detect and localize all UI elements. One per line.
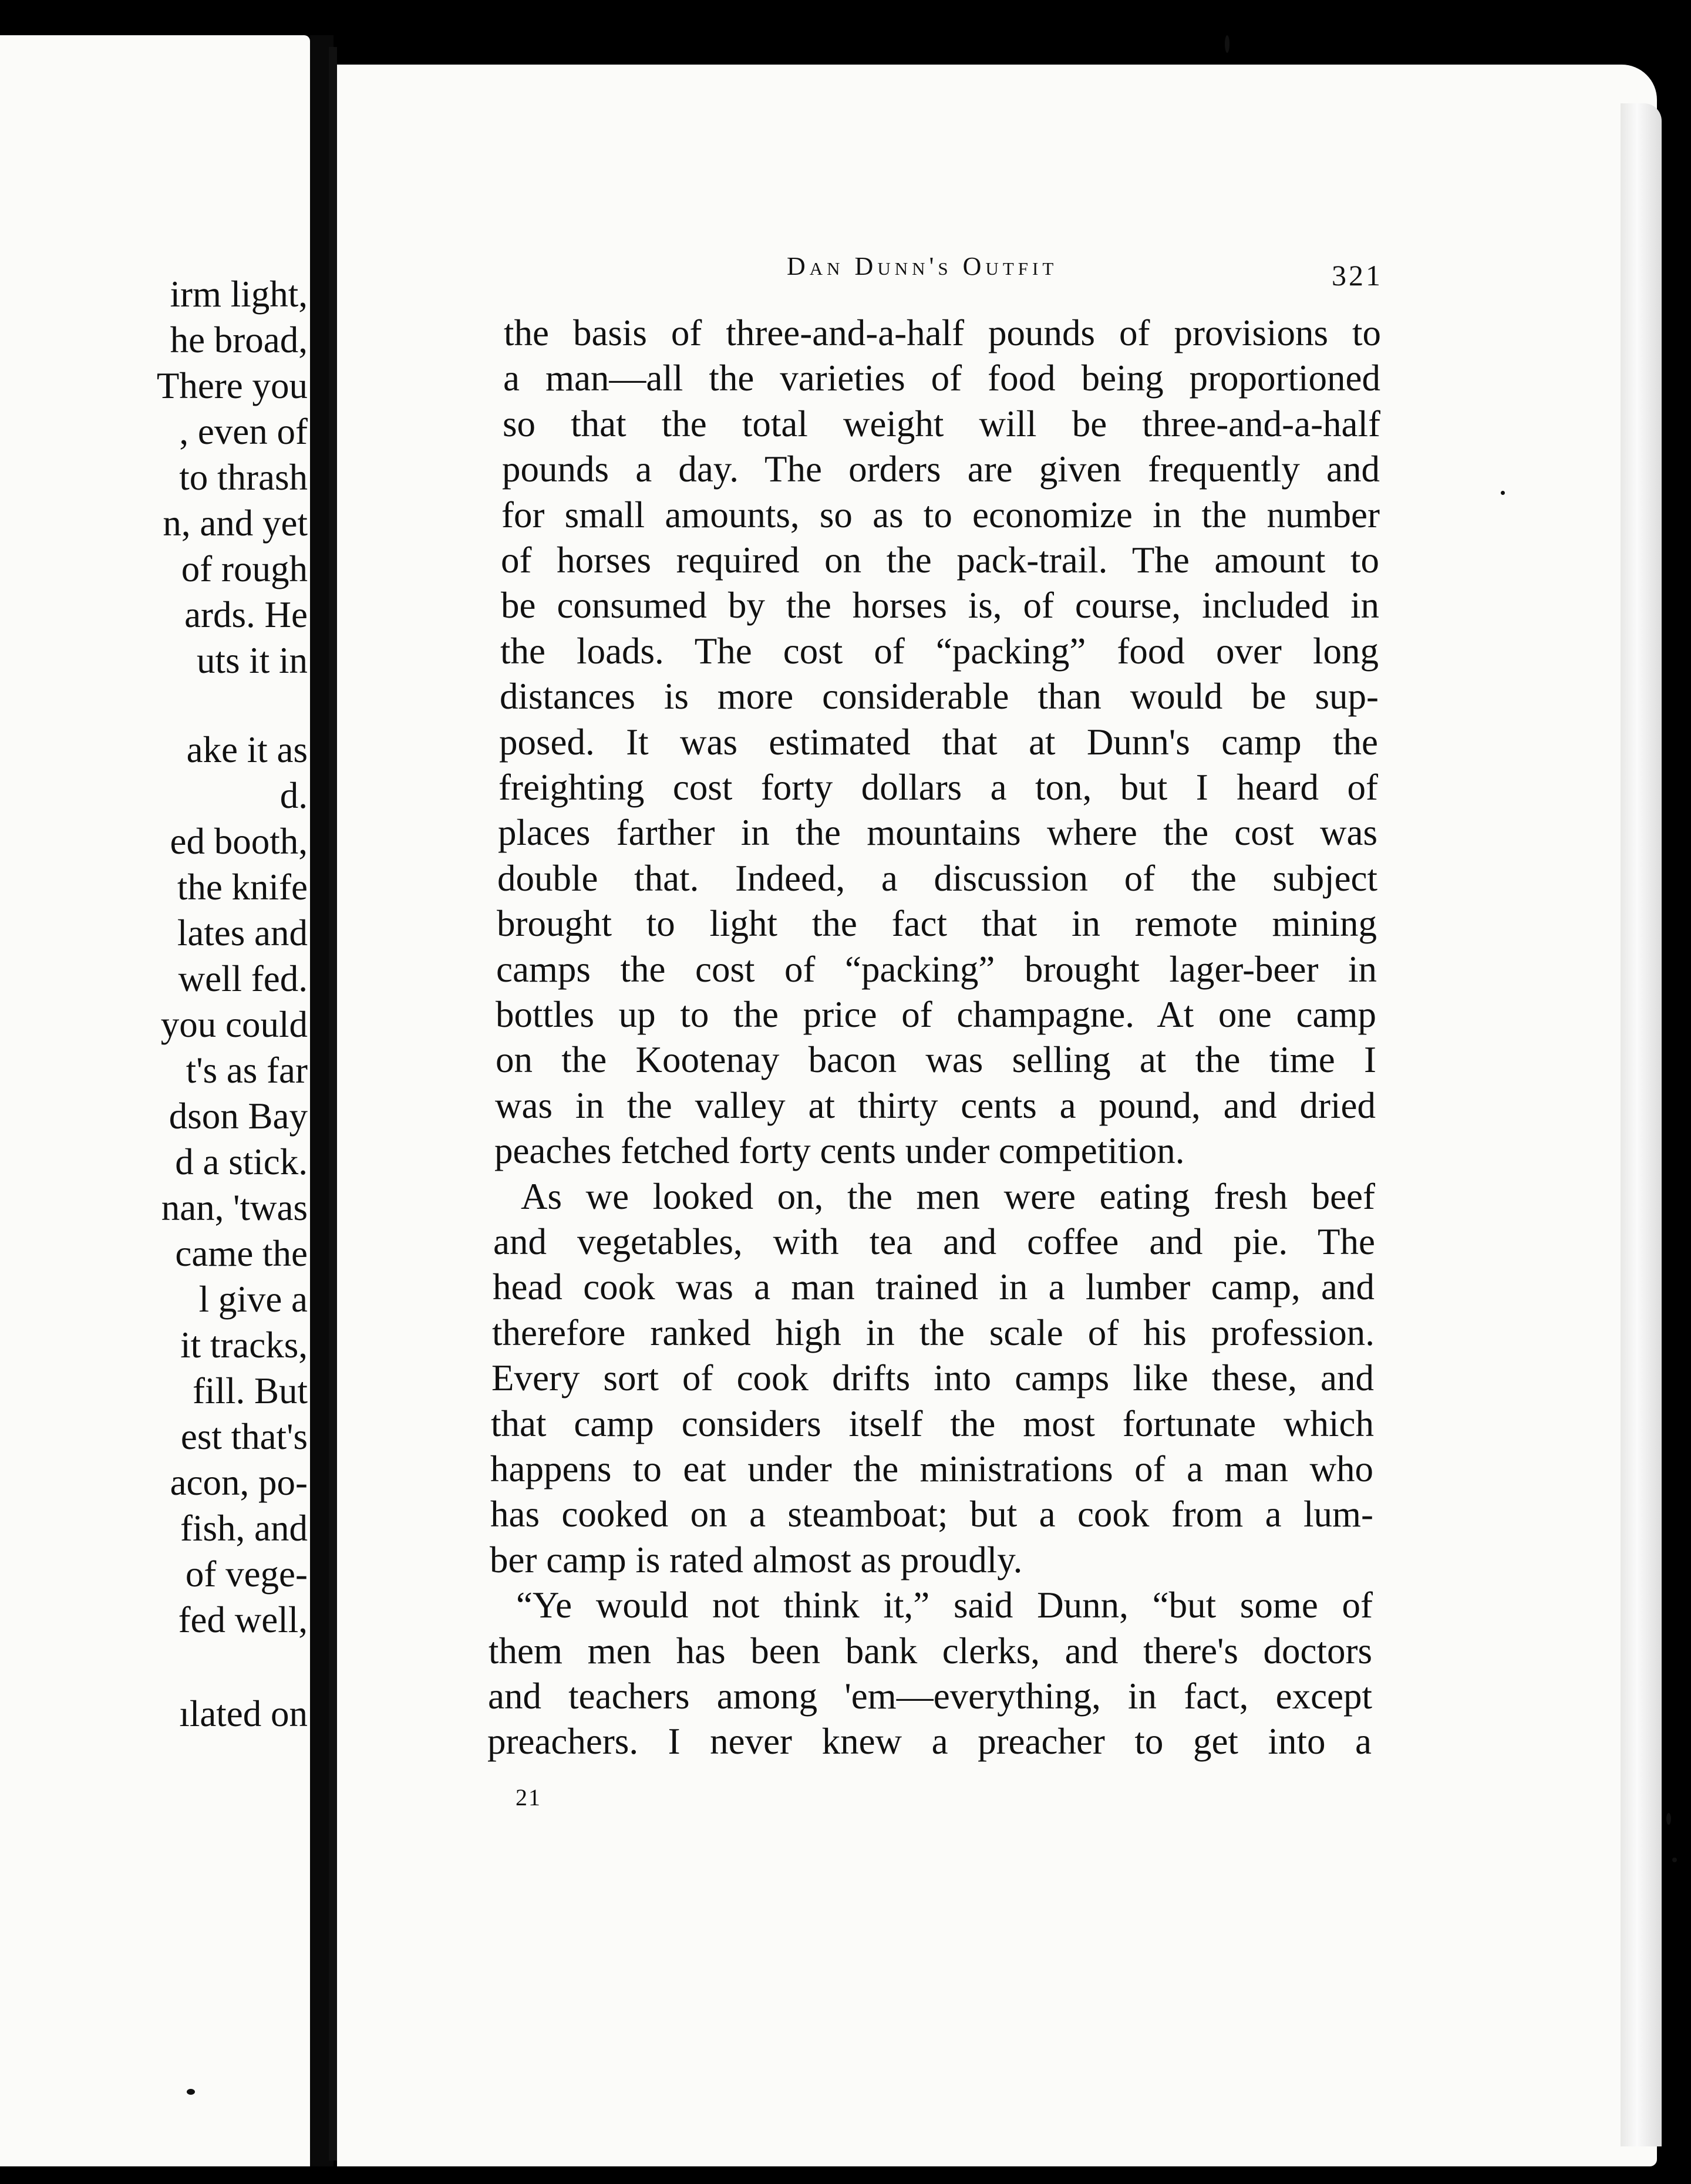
left-page-line: ed booth, (170, 821, 308, 862)
facing-page-left (0, 35, 310, 2166)
left-page-line: d. (279, 775, 308, 816)
left-page-line: acon, po- (170, 1462, 308, 1503)
left-page-line: d a stick. (175, 1141, 308, 1182)
body-line: that camp considers itself the most fortunate which (491, 1403, 1374, 1444)
body-line: was in the valley at thirty cents a pound, and dried (495, 1085, 1376, 1126)
body-line: double that. Indeed, a discussion of the subject (497, 858, 1377, 899)
left-page-line: well fed. (178, 958, 308, 999)
left-page-line: , even of (179, 411, 308, 452)
body-line: places farther in the mountains where the cost was (498, 812, 1377, 853)
body-line: posed. It was estimated that at Dunn's camp the (499, 722, 1378, 763)
left-page-line: the knife (177, 867, 308, 908)
dust-speck (1666, 1813, 1671, 1825)
body-line: pounds a day. The orders are given frequently and (502, 449, 1380, 490)
page-edge (1621, 103, 1662, 2146)
body-line: has cooked on a steamboat; but a cook from a lum- (490, 1494, 1373, 1535)
body-line: of horses required on the pack-trail. The amount to (501, 540, 1379, 581)
left-page-line: There you (156, 365, 308, 406)
body-line: Every sort of cook drifts into camps like these, and (491, 1357, 1374, 1398)
signature-mark: 21 (516, 1784, 541, 1811)
left-page-line: to thrash (179, 457, 308, 498)
body-line: camps the cost of “packing” brought lager-beer in (496, 949, 1377, 990)
body-line: peaches fetched forty cents under competition. (494, 1130, 1185, 1171)
left-page-line: t's as far (186, 1050, 308, 1091)
page-number: 321 (1332, 259, 1383, 292)
left-page-line: ılated on (179, 1693, 308, 1734)
left-page-line: he broad, (170, 319, 308, 360)
body-line: for small amounts, so as to economize in the number (501, 494, 1380, 535)
left-page-line: l give a (198, 1279, 308, 1320)
body-line: the loads. The cost of “packing” food over long (500, 631, 1379, 672)
dust-speck (1501, 491, 1505, 495)
left-page-line: of rough (181, 548, 308, 589)
body-line: the basis of three-and-a-half pounds of provisions to (504, 312, 1381, 353)
left-page-line: you could (160, 1004, 308, 1045)
running-head: Dan Dunn's Outfit (787, 252, 1058, 281)
body-line: As we looked on, the men were eating fresh beef (521, 1176, 1375, 1217)
body-line: brought to light the fact that in remote mining (497, 903, 1377, 944)
body-line: ber camp is rated almost as proudly. (490, 1539, 1023, 1580)
left-page-line: came the (175, 1233, 308, 1274)
dust-speck (1672, 1858, 1677, 1862)
body-line: head cook was a man trained in a lumber camp, and (493, 1266, 1375, 1307)
left-page-line: ards. He (184, 594, 308, 635)
body-line: therefore ranked high in the scale of his profession. (492, 1312, 1375, 1353)
body-line: and vegetables, with tea and coffee and pie. The (493, 1221, 1375, 1262)
body-line: be consumed by the horses is, of course, included in (501, 585, 1379, 626)
left-page-line: n, and yet (163, 503, 308, 544)
binding-rule (329, 47, 337, 2161)
left-page-line: ake it as (186, 729, 308, 770)
body-line: and teachers among 'em—everything, in fact, except (488, 1676, 1372, 1717)
body-line: on the Kootenay bacon was selling at the time I (496, 1039, 1376, 1080)
left-page-line: irm light, (170, 274, 308, 315)
left-page-line: fed well, (178, 1599, 308, 1640)
body-line: freighting cost forty dollars a ton, but I heard of (498, 767, 1378, 808)
left-page-line: it tracks, (180, 1324, 308, 1366)
left-page-line: fish, and (180, 1508, 308, 1549)
body-line: happens to eat under the ministrations of a man who (490, 1448, 1373, 1489)
body-line: “Ye would not think it,” said Dunn, “but some of (516, 1585, 1373, 1626)
body-line: preachers. I never knew a preacher to get into a (487, 1721, 1372, 1762)
body-line: so that the total weight will be three-and-a-half (503, 403, 1380, 444)
left-page-line: lates and (177, 912, 308, 953)
left-page-line: dson Bay (169, 1096, 308, 1137)
body-line: them men has been bank clerks, and there's doctors (489, 1630, 1372, 1671)
dust-speck (187, 2089, 195, 2095)
body-line: distances is more considerable than would be sup- (500, 676, 1379, 717)
dust-speck (1225, 35, 1229, 53)
body-line: bottles up to the price of champagne. At one camp (496, 994, 1376, 1035)
body-line: a man—all the varieties of food being proportioned (503, 358, 1380, 399)
left-page-line: nan, 'twas (161, 1187, 308, 1228)
left-page-line: est that's (180, 1416, 308, 1457)
left-page-line: uts it in (196, 640, 308, 681)
left-page-line: of vege- (185, 1553, 308, 1595)
left-page-line: fill. But (192, 1370, 308, 1411)
